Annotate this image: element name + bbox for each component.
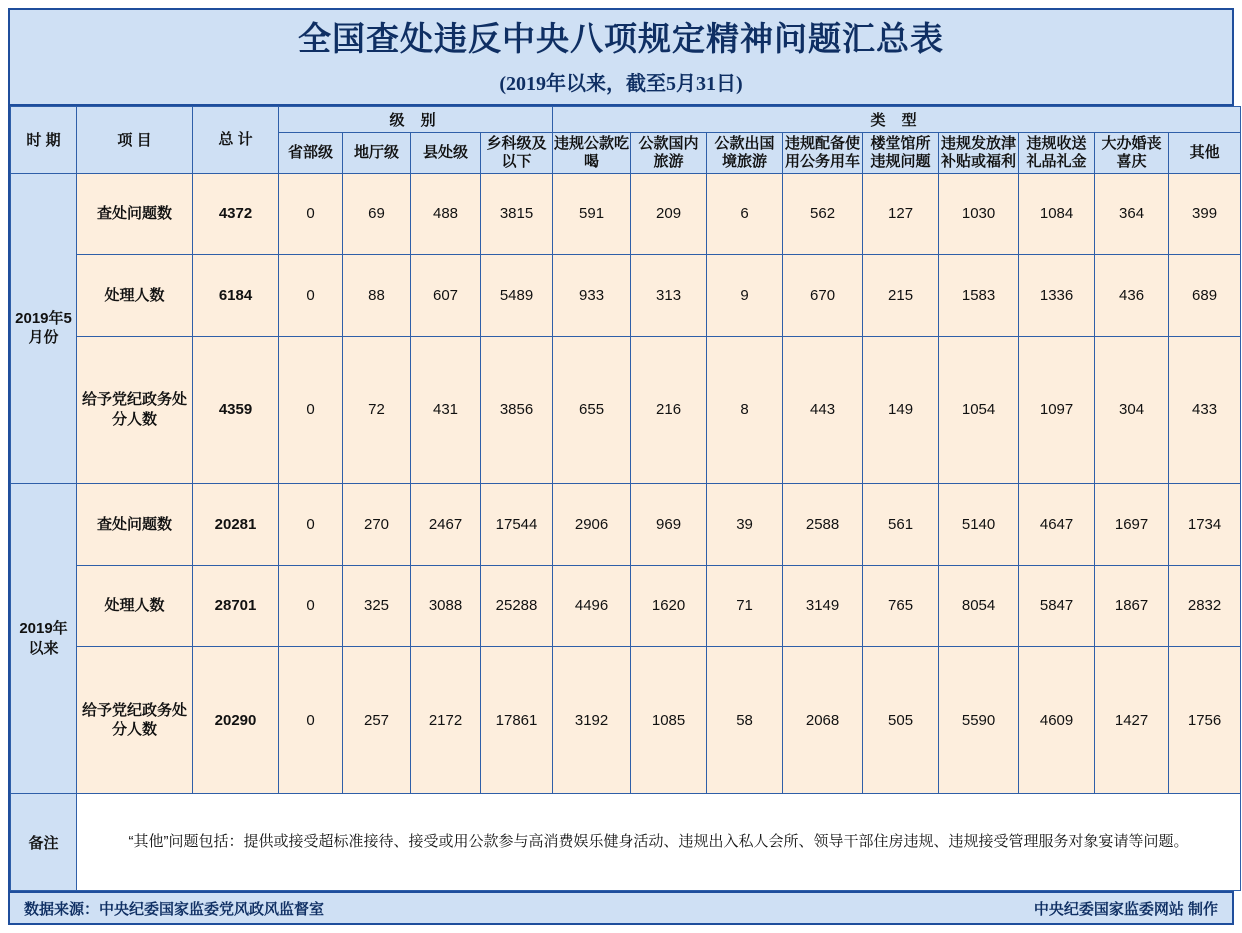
cell-level-2: 431 — [411, 337, 481, 484]
period-label-1: 2019年以来 — [11, 483, 77, 793]
cell-level-0: 0 — [279, 255, 343, 337]
cell-type-8: 1756 — [1169, 647, 1241, 794]
row-total: 6184 — [193, 255, 279, 337]
table-row — [11, 337, 1241, 484]
cell-type-5: 5140 — [939, 483, 1019, 565]
table-row — [11, 483, 1241, 565]
cell-type-8: 399 — [1169, 173, 1241, 255]
cell-type-6: 5847 — [1019, 565, 1095, 647]
header-type-4: 楼堂馆所违规问题 — [863, 133, 939, 173]
row-total: 4359 — [193, 337, 279, 484]
cell-level-0: 0 — [279, 337, 343, 484]
cell-type-6: 4647 — [1019, 483, 1095, 565]
cell-type-1: 1085 — [631, 647, 707, 794]
cell-type-7: 1697 — [1095, 483, 1169, 565]
header-type-2: 公款出国境旅游 — [707, 133, 783, 173]
cell-type-7: 364 — [1095, 173, 1169, 255]
cell-type-6: 1084 — [1019, 173, 1095, 255]
cell-level-1: 88 — [343, 255, 411, 337]
cell-level-1: 325 — [343, 565, 411, 647]
cell-type-1: 313 — [631, 255, 707, 337]
cell-type-3: 443 — [783, 337, 863, 484]
row-label: 查处问题数 — [77, 483, 193, 565]
cell-type-2: 71 — [707, 565, 783, 647]
cell-type-2: 9 — [707, 255, 783, 337]
header-type-7: 大办婚丧喜庆 — [1095, 133, 1169, 173]
header-item: 项 目 — [77, 107, 193, 173]
row-total: 20281 — [193, 483, 279, 565]
header-group-level: 级 别 — [279, 107, 553, 133]
cell-level-0: 0 — [279, 565, 343, 647]
cell-type-4: 215 — [863, 255, 939, 337]
row-label: 处理人数 — [77, 565, 193, 647]
footer-bar — [10, 891, 1232, 923]
table-row — [11, 255, 1241, 337]
table-row — [11, 647, 1241, 794]
row-total: 4372 — [193, 173, 279, 255]
cell-type-4: 561 — [863, 483, 939, 565]
cell-level-2: 607 — [411, 255, 481, 337]
cell-type-1: 1620 — [631, 565, 707, 647]
cell-type-5: 1054 — [939, 337, 1019, 484]
header-type-5: 违规发放津补贴或福利 — [939, 133, 1019, 173]
row-total: 28701 — [193, 565, 279, 647]
cell-level-3: 25288 — [481, 565, 553, 647]
cell-type-3: 670 — [783, 255, 863, 337]
summary-table — [10, 106, 1241, 891]
cell-type-2: 6 — [707, 173, 783, 255]
cell-type-2: 58 — [707, 647, 783, 794]
cell-type-8: 689 — [1169, 255, 1241, 337]
cell-type-5: 8054 — [939, 565, 1019, 647]
cell-level-2: 2467 — [411, 483, 481, 565]
cell-type-0: 933 — [553, 255, 631, 337]
row-label: 查处问题数 — [77, 173, 193, 255]
cell-type-3: 562 — [783, 173, 863, 255]
cell-type-1: 969 — [631, 483, 707, 565]
header-level-county: 县处级 — [411, 133, 481, 173]
cell-type-5: 1583 — [939, 255, 1019, 337]
cell-level-1: 257 — [343, 647, 411, 794]
header-type-3: 违规配备使用公务用车 — [783, 133, 863, 173]
header-time: 时 期 — [11, 107, 77, 173]
cell-type-6: 4609 — [1019, 647, 1095, 794]
cell-type-0: 3192 — [553, 647, 631, 794]
title-band — [10, 10, 1232, 106]
cell-type-6: 1336 — [1019, 255, 1095, 337]
table-row — [11, 565, 1241, 647]
cell-level-3: 5489 — [481, 255, 553, 337]
header-type-1: 公款国内旅游 — [631, 133, 707, 173]
row-total: 20290 — [193, 647, 279, 794]
footer-producer: 中央纪委国家监委网站 制作 — [1033, 900, 1218, 918]
table-row — [11, 173, 1241, 255]
table-container — [10, 106, 1232, 891]
header-level-township: 乡科级及以下 — [481, 133, 553, 173]
cell-type-8: 433 — [1169, 337, 1241, 484]
cell-type-6: 1097 — [1019, 337, 1095, 484]
cell-level-3: 3815 — [481, 173, 553, 255]
cell-level-1: 72 — [343, 337, 411, 484]
note-label: 备注 — [11, 794, 77, 891]
cell-type-2: 39 — [707, 483, 783, 565]
cell-level-2: 3088 — [411, 565, 481, 647]
header-level-prefectural: 地厅级 — [343, 133, 411, 173]
table-header-row-1 — [11, 107, 1241, 133]
cell-level-0: 0 — [279, 647, 343, 794]
cell-type-2: 8 — [707, 337, 783, 484]
header-level-provincial: 省部级 — [279, 133, 343, 173]
cell-level-0: 0 — [279, 483, 343, 565]
header-total — [193, 107, 279, 173]
header-type-8: 其他 — [1169, 133, 1241, 173]
cell-type-0: 2906 — [553, 483, 631, 565]
cell-level-2: 488 — [411, 173, 481, 255]
cell-type-3: 2068 — [783, 647, 863, 794]
header-total-label: 总 计 — [218, 131, 253, 149]
cell-level-2: 2172 — [411, 647, 481, 794]
cell-type-7: 1427 — [1095, 647, 1169, 794]
footer-source: 数据来源：中央纪委国家监委党风政风监督室 — [24, 900, 325, 918]
cell-type-4: 765 — [863, 565, 939, 647]
cell-level-0: 0 — [279, 173, 343, 255]
cell-type-7: 436 — [1095, 255, 1169, 337]
page-title: 全国查处违反中央八项规定精神问题汇总表 — [298, 22, 944, 58]
cell-type-0: 4496 — [553, 565, 631, 647]
cell-type-8: 1734 — [1169, 483, 1241, 565]
cell-type-4: 127 — [863, 173, 939, 255]
cell-type-3: 3149 — [783, 565, 863, 647]
cell-type-5: 1030 — [939, 173, 1019, 255]
cell-type-4: 505 — [863, 647, 939, 794]
header-type-6: 违规收送礼品礼金 — [1019, 133, 1095, 173]
cell-type-3: 2588 — [783, 483, 863, 565]
header-type-0: 违规公款吃喝 — [553, 133, 631, 173]
cell-type-1: 209 — [631, 173, 707, 255]
cell-level-3: 17861 — [481, 647, 553, 794]
row-label: 给予党纪政务处分人数 — [77, 647, 193, 794]
cell-level-1: 69 — [343, 173, 411, 255]
cell-type-7: 304 — [1095, 337, 1169, 484]
cell-level-3: 3856 — [481, 337, 553, 484]
report-frame — [8, 8, 1234, 925]
cell-type-0: 655 — [553, 337, 631, 484]
cell-type-7: 1867 — [1095, 565, 1169, 647]
cell-type-4: 149 — [863, 337, 939, 484]
period-label-0: 2019年5月份 — [11, 173, 77, 483]
cell-type-5: 5590 — [939, 647, 1019, 794]
row-label: 处理人数 — [77, 255, 193, 337]
row-label: 给予党纪政务处分人数 — [77, 337, 193, 484]
header-group-type: 类 型 — [553, 107, 1241, 133]
cell-level-3: 17544 — [481, 483, 553, 565]
page-subtitle: (2019年以来，截至5月31日) — [499, 73, 743, 96]
note-row — [11, 794, 1241, 891]
cell-type-0: 591 — [553, 173, 631, 255]
cell-level-1: 270 — [343, 483, 411, 565]
cell-type-1: 216 — [631, 337, 707, 484]
note-text: “其他”问题包括：提供或接受超标准接待、接受或用公款参与高消费娱乐健身活动、违规出入私人会所、领导干部住房违规、违规接受管理服务对象宴请等问题。 — [77, 794, 1241, 891]
cell-type-8: 2832 — [1169, 565, 1241, 647]
